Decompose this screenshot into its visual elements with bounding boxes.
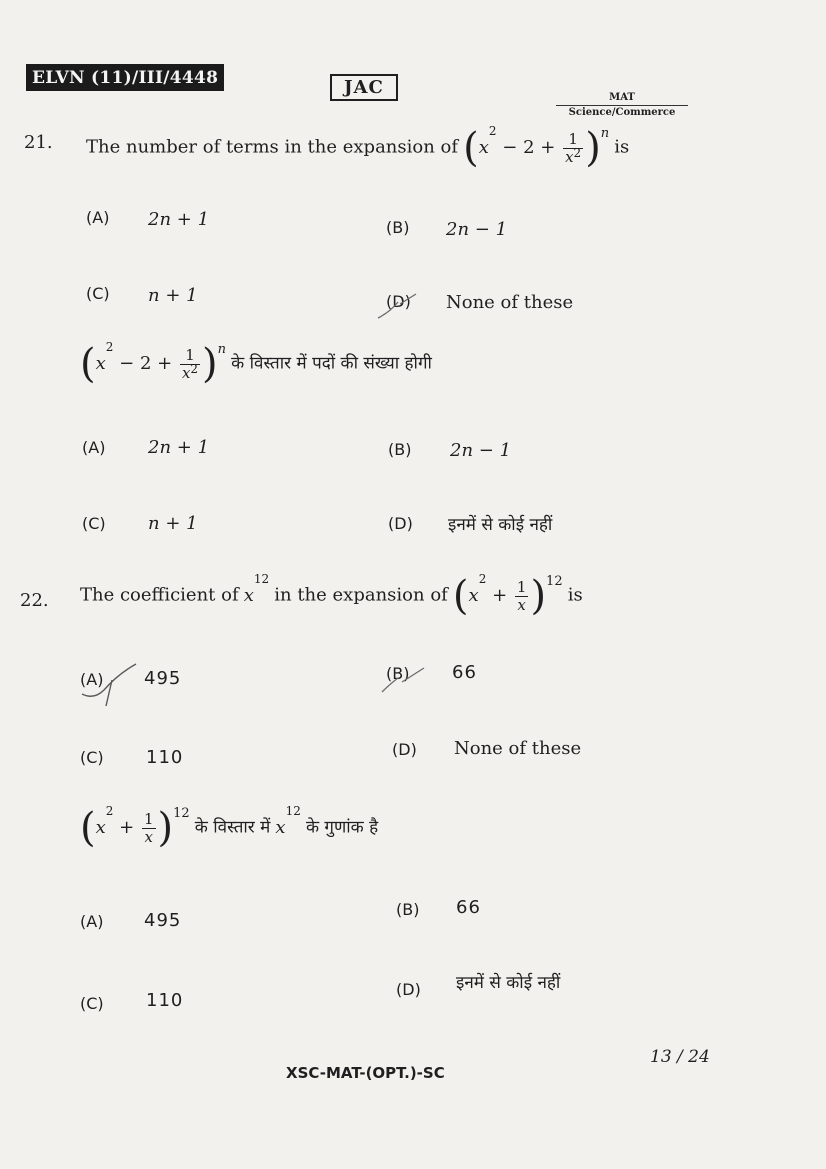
page-number: 13 / 24	[650, 1047, 710, 1067]
q22-hi-option-a-value: 495	[144, 910, 182, 931]
subject-name: MAT	[609, 92, 635, 103]
q22-expression-hi: ($x^2$ + $\frac{1}{x}$ )$^{12}$	[80, 804, 190, 851]
q22-en-option-b-label: (B)	[386, 664, 410, 683]
subject-divider	[556, 105, 688, 106]
q21-question-en	[86, 124, 630, 171]
q22-tail-en: is	[567, 584, 583, 606]
q22-hi-option-d-value: इनमें से कोई नहीं	[456, 973, 561, 993]
q22-en-option-c-label: (C)	[80, 748, 104, 767]
q22-term: $x^{12}$	[243, 572, 270, 606]
q21-hi-option-a-value: 2n + 1	[148, 437, 210, 458]
q22-en-option-b-value: 66	[452, 662, 477, 683]
q21-hi-option-d-label: (D)	[388, 514, 413, 533]
subject-block	[556, 92, 688, 119]
paper-code: ELVN (11)/III/4448	[26, 64, 224, 91]
q21-en-option-c-label: (C)	[86, 284, 110, 303]
stream-name: Science/Commerce	[568, 107, 676, 118]
q22-term-hi: $x^{12}$	[275, 804, 301, 838]
q22-text-en-b: in the expansion of	[274, 584, 448, 606]
q22-hi-option-b-value: 66	[456, 897, 481, 918]
q21-text-en: The number of terms in the expansion of	[86, 136, 459, 158]
q22-hi-option-b-label: (B)	[396, 900, 420, 919]
q21-en-option-a-label: (A)	[86, 208, 110, 227]
q22-text-en-a: The coefficient of	[80, 584, 239, 606]
q21-hi-option-a-label: (A)	[82, 438, 106, 457]
q21-en-option-b-label: (B)	[386, 218, 410, 237]
q22-text-hi-a: के विस्तार में	[194, 817, 271, 838]
q22-hi-option-a-label: (A)	[80, 912, 104, 931]
q22-hi-option-c-label: (C)	[80, 994, 104, 1013]
q21-hi-option-b-label: (B)	[388, 440, 412, 459]
q22-question-hi	[80, 804, 379, 851]
q21-expression-hi: ($x^2 - 2$ + $\frac{1}{x^2}$ )$^n$	[80, 340, 227, 387]
q21-hi-option-c-value: n + 1	[148, 513, 198, 534]
q22-number: 22.	[20, 590, 49, 611]
pencil-tick-mark	[376, 290, 436, 322]
q21-en-option-c-value: n + 1	[148, 285, 198, 306]
q22-en-option-d-value: None of these	[454, 738, 582, 759]
pencil-tick-mark	[378, 662, 434, 698]
q22-text-hi-b: के गुणांक है	[305, 817, 379, 838]
q22-en-option-c-value: 110	[146, 747, 184, 768]
q22-en-option-a-value: 495	[144, 668, 182, 689]
q22-question-en	[80, 572, 583, 619]
q21-text-hi: के विस्तार में पदों की संख्या होगी	[231, 353, 432, 374]
board-name: JAC	[330, 74, 398, 101]
q22-hi-option-c-value: 110	[146, 990, 184, 1011]
q21-hi-option-b-value: 2n − 1	[450, 440, 512, 461]
q22-en-option-a-label: (A)	[80, 670, 104, 689]
q21-question-hi	[80, 340, 432, 387]
q22-expression: ($x^2$ + $\frac{1}{x}$ )$^{12}$	[452, 572, 563, 619]
q22-hi-option-d-label: (D)	[396, 980, 421, 999]
q21-tail-en: is	[614, 136, 630, 158]
q22-en-option-d-label: (D)	[392, 740, 417, 759]
footer-code: XSC-MAT-(OPT.)-SC	[286, 1064, 445, 1082]
q21-hi-option-d-value: इनमें से कोई नहीं	[448, 515, 553, 535]
q21-en-option-d-label: (D)	[386, 292, 411, 311]
q21-en-option-b-value: 2n − 1	[446, 219, 508, 240]
q21-en-option-a-value: 2n + 1	[148, 209, 210, 230]
q21-number: 21.	[24, 132, 53, 153]
q21-en-option-d-value: None of these	[446, 292, 574, 313]
q21-expression: ($x^2 - 2$ + $\frac{1}{x^2}$ )$^n$	[463, 124, 610, 171]
pencil-tick-mark	[78, 660, 168, 708]
q21-hi-option-c-label: (C)	[82, 514, 106, 533]
